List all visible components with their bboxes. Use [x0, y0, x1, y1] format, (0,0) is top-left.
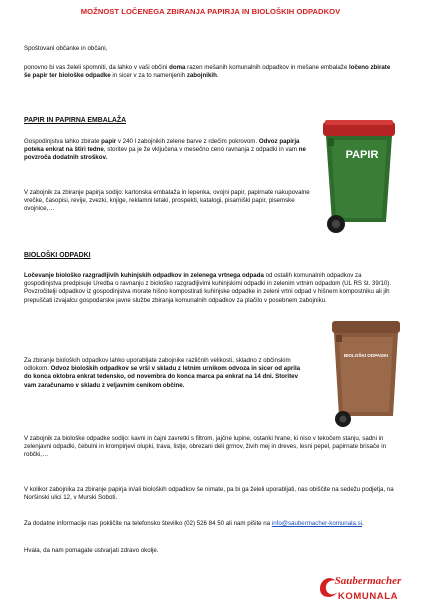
bio-paragraph-3: V zabojnik za biološke odpadke sodijo: kavni in čajni zavretki s filtrom, jajčne lupine, ostanki hrane, ki niso v tekočem stanju, sadni in zelenjavni odpadki, čebulni in krompirjevi olupki, trava, listje, obrezani deli grmov, živih mej in dreves, lesni pepel, papirnate brisače in robčki,… — [24, 435, 387, 459]
bio-bold: Ločevanje biološko razgradljivih kuhinjskih odpadkov in zelenega vrtnega odpada — [24, 272, 264, 279]
paper-paragraph-2: V zabojnik za zbiranje papirja sodijo: kartonska embalaža in lepenka, ovojni papir, papirnate nakupovalne vrečke, časopisi, revije, zvezki, knjige, reklamni letaki, prospekti, katalogi, pisarniški papir, pisemske ovojnice,… — [24, 189, 310, 213]
paper-bold: Odvoz papirja poteka enkrat na štiri tedne — [24, 138, 300, 154]
logo-name: Saubermacher — [334, 575, 402, 587]
paper-heading: PAPIR IN PAPIRNA EMBALAŽA — [24, 117, 127, 124]
logo-sub: KOMUNALA — [337, 591, 399, 602]
saubermacher-logo — [310, 567, 410, 607]
closing-text: Za dodatne informacije nas pokličite na telefonsko številko (02) 526 84 50 ali nam pišite na — [24, 520, 272, 527]
paper-text: , storitev pa je že vključena v mesečno ceno ravnanja z odpadki in vam — [103, 146, 299, 154]
intro-bold: zabojnikih — [186, 72, 217, 80]
greeting: Spoštovani občanke in občani, — [24, 45, 108, 52]
intro-paragraph — [24, 64, 398, 80]
intro-text: . — [216, 72, 219, 80]
bio-bin-label: BIOLOŠKI ODPADKI — [343, 353, 389, 358]
paper-bin-label: PAPIR — [345, 149, 379, 161]
bio-text: Za zbiranje bioloških odpadkov lahko uporabljate zabojnike različnih velikosti, skladno z občinskim odlokom. — [24, 357, 291, 373]
bio-paragraph-1 — [24, 272, 398, 305]
bio-bin-lid — [332, 321, 400, 333]
paper-bin-image — [320, 118, 398, 236]
paper-paragraph-1 — [24, 138, 307, 163]
paper-bold: papir — [101, 138, 117, 145]
intro-text: razen mešanih komunalnih odpadkov in mešane embalaže — [185, 64, 349, 71]
bio-heading: BIOLOŠKI ODPADKI — [24, 252, 91, 259]
intro-text: ponovno bi vas želeli spomniti, da lahko v vaši občini — [24, 64, 170, 71]
closing-paragraph-3: Hvala, da nam pomagate ustvarjati zdravo okolje. — [24, 547, 159, 554]
paper-text: v 240 l zabojnikih zelene barve z rdečim pokrovom. — [116, 138, 259, 145]
email-link[interactable]: info@saubermacher-komunala.si — [271, 520, 363, 527]
intro-bold: ločeno zbirate še papir ter biološke odpadke — [24, 64, 391, 80]
intro-text: in sicer v za to namenjenih — [110, 72, 187, 80]
bio-bold: Odvoz bioloških odpadkov se vrši v skladu z letnim urnikom odvoza in sicer od aprila do konca oktobra enkrat tedensko, od novembra do konca marca pa enkrat na 14 dni. Storitev vam zaračunamo v skladu z veljavnim cenikom občine. — [24, 365, 301, 389]
page-title: MOŽNOST LOČENEGA ZBIRANJA PAPIRJA IN BIOLOŠKIH ODPADKOV — [80, 7, 341, 16]
bio-text: od ostalih komunalnih odpadkov za gospodinjstva predpisuje Uredba o ravnanju z biološko razgradljivimi kuhinjskimi odpadki in zelenim vrtnim odpadom (UL RS št. 39/10). Povzročitelji odpadkov iz gospodinjstva morate hišno kompostirati kuhinjske odpadke in zeleni vrtni odpad v hišnem kompostniku ali jih prepuščati izvajalcu gospodarske javne službe zbiranja komunalnih odpadkov za plačilo v posebnem zabojniku. — [24, 272, 392, 304]
closing-paragraph-1: V kolikor zabojnika za zbiranje papirja in/ali bioloških odpadkov še nimate, pa bi ga želeli uporabljati, nas obiščite na sedežu podjetja, na Noršinski ulici 12, v Murski Soboti. — [24, 486, 394, 502]
closing-text: . — [362, 520, 364, 527]
paper-bold: ne povzroča dodatnih stroškov. — [24, 146, 306, 162]
intro-bold: doma — [169, 64, 186, 71]
bio-paragraph-2 — [24, 357, 307, 390]
bio-bin-image — [328, 318, 404, 430]
paper-text: Gospodinjstva lahko zbirate — [24, 138, 102, 145]
closing-paragraph-2 — [24, 520, 398, 528]
